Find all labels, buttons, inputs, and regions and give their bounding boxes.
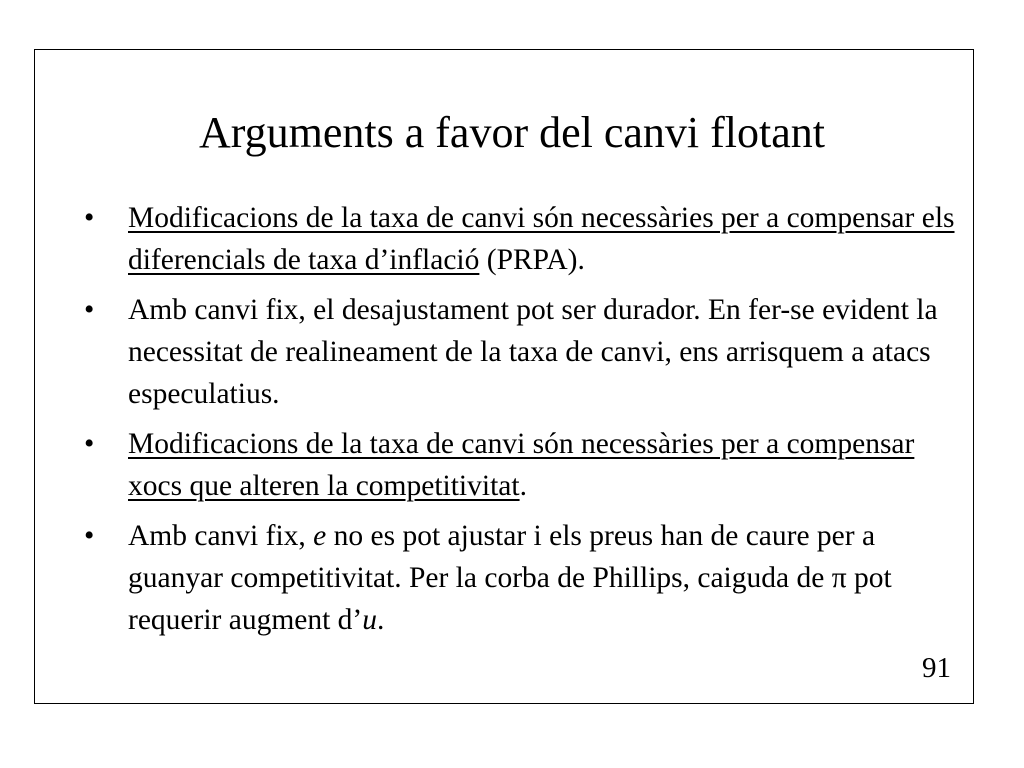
bullet-dot: • [84, 520, 95, 552]
bullet-text: Amb canvi fix, el desajustament pot ser durador. En fer-se evident la necessitat de realineament de la taxa de canvi, ens arrisquem a atacs especulatius. [128, 294, 938, 410]
bullet-list [84, 197, 964, 649]
variable-e: e [313, 520, 327, 552]
bullet-dot: • [84, 294, 95, 326]
bullet-dot: • [84, 202, 95, 234]
bullet-text: Amb canvi fix, [128, 520, 314, 552]
bullet-item [84, 515, 964, 641]
bullet-dot: • [84, 428, 95, 460]
bullet-item [84, 289, 964, 415]
slide-title: Arguments a favor del canvi flotant [199, 108, 825, 157]
bullet-underlined-text: Modificacions de la taxa de canvi són necessàries per a compensar xocs que alteren la competitivitat [128, 428, 915, 502]
bullet-item [84, 423, 964, 507]
variable-u: u [362, 604, 378, 636]
bullet-underlined-text: Modificacions de la taxa de canvi són necessàries per a compensar els diferencials de taxa d’inflació [128, 202, 955, 276]
bullet-text: no es pot ajustar i els preus han de caure per a guanyar competitivitat. Per la corba de Phillips, caiguda de π pot requerir augment d’ [128, 520, 892, 636]
page-number: 91 [922, 652, 951, 684]
bullet-item [84, 197, 964, 281]
bullet-text: (PRPA). [479, 244, 585, 276]
bullet-text: . [377, 604, 385, 636]
bullet-text: . [519, 470, 527, 502]
